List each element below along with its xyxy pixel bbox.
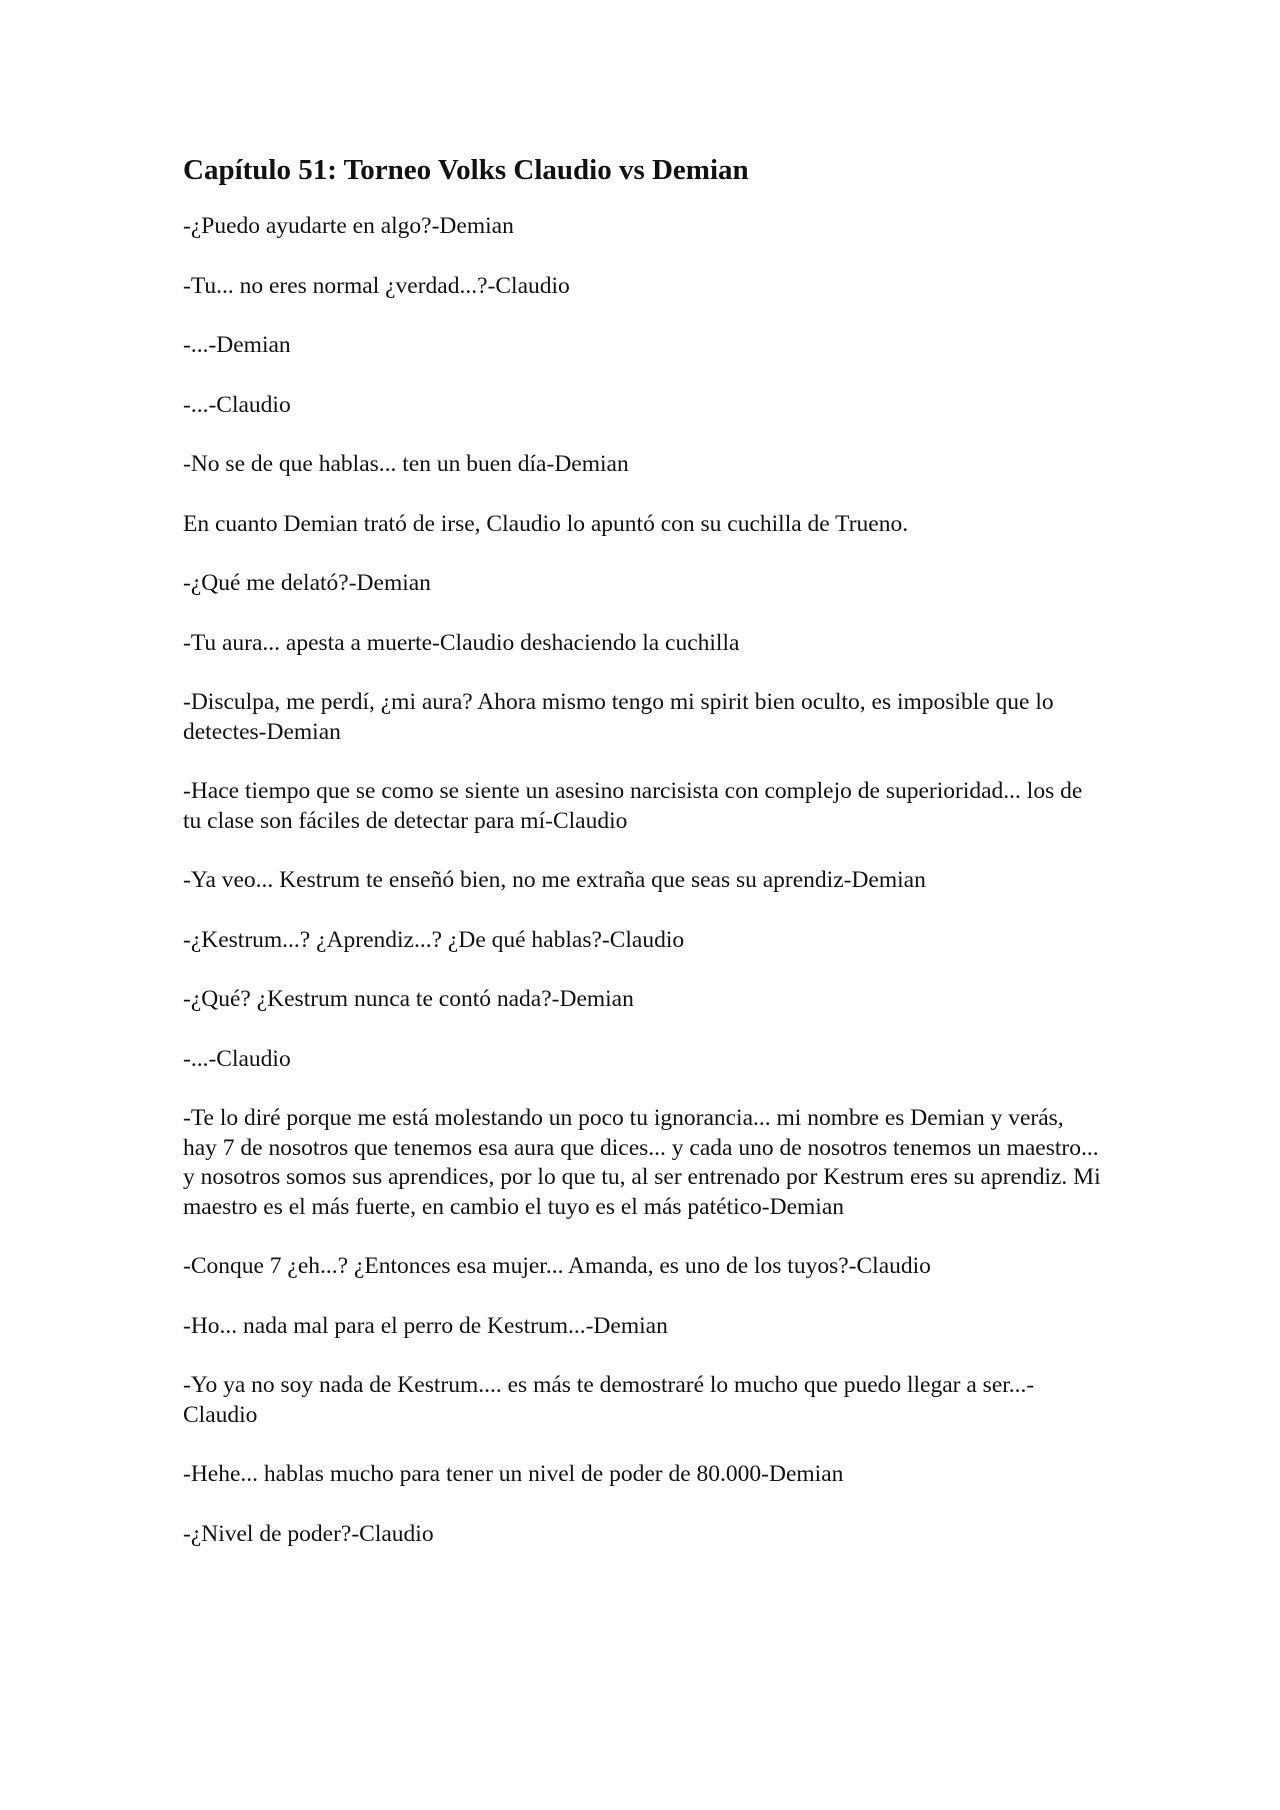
paragraph: -¿Qué me delató?-Demian (183, 570, 431, 596)
paragraph: -Ya veo... Kestrum te enseñó bien, no me extraña que seas su aprendiz-Demian (183, 867, 926, 893)
paragraph: -¿Kestrum...? ¿Aprendiz...? ¿De qué hablas?-Claudio (183, 926, 685, 953)
paragraph: -...-Claudio (183, 1045, 291, 1072)
paragraph: -Tu aura... apesta a muerte-Claudio deshaciendo la cuchilla (183, 629, 740, 656)
paragraph: -¿Puedo ayudarte en algo?-Demian (183, 213, 514, 239)
paragraph: -Te lo diré porque me está molestando un poco tu ignorancia... mi nombre es Demian y verás, hay 7 de nosotros que tenemos esa aura que dices... y cada uno de nosotros tenemos un maestro... y nosotros somos sus aprendices, por lo que tu, al ser entrenado por Kestrum eres su aprendiz. Mi maestro es el más fuerte, en cambio el tuyo es el más patético-Demian (183, 1105, 1101, 1220)
paragraph: En cuanto Demian trató de irse, Claudio lo apuntó con su cuchilla de Trueno. (183, 510, 909, 537)
paragraph: -¿Nivel de poder?-Claudio (183, 1520, 434, 1547)
document-body (183, 212, 1103, 1549)
paragraph: -Ho... nada mal para el perro de Kestrum...-Demian (183, 1312, 668, 1339)
paragraph: -Disculpa, me perdí, ¿mi aura? Ahora mismo tengo mi spirit bien oculto, es imposible que lo detectes-Demian (183, 689, 1054, 745)
chapter-title: Capítulo 51: Torneo Volks Claudio vs Demian (183, 154, 749, 186)
paragraph: -...-Demian (183, 332, 291, 358)
paragraph: -Conque 7 ¿eh...? ¿Entonces esa mujer... Amanda, es uno de los tuyos?-Claudio (183, 1253, 931, 1279)
paragraph: -No se de que hablas... ten un buen día-Demian (183, 451, 629, 477)
paragraph: -¿Qué? ¿Kestrum nunca te contó nada?-Demian (183, 986, 634, 1012)
paragraph: -...-Claudio (183, 391, 291, 418)
paragraph: -Yo ya no soy nada de Kestrum.... es más te demostraré lo mucho que puedo llegar a ser...-Claudio (183, 1372, 1035, 1428)
paragraph: -Hace tiempo que se como se siente un asesino narcisista con complejo de superioridad... los de tu clase son fáciles de detectar para mí-Claudio (183, 778, 1083, 834)
document-page (183, 150, 1103, 1579)
paragraph: -Tu... no eres normal ¿verdad...?-Claudio (183, 272, 570, 299)
paragraph: -Hehe... hablas mucho para tener un nivel de poder de 80.000-Demian (183, 1461, 844, 1487)
